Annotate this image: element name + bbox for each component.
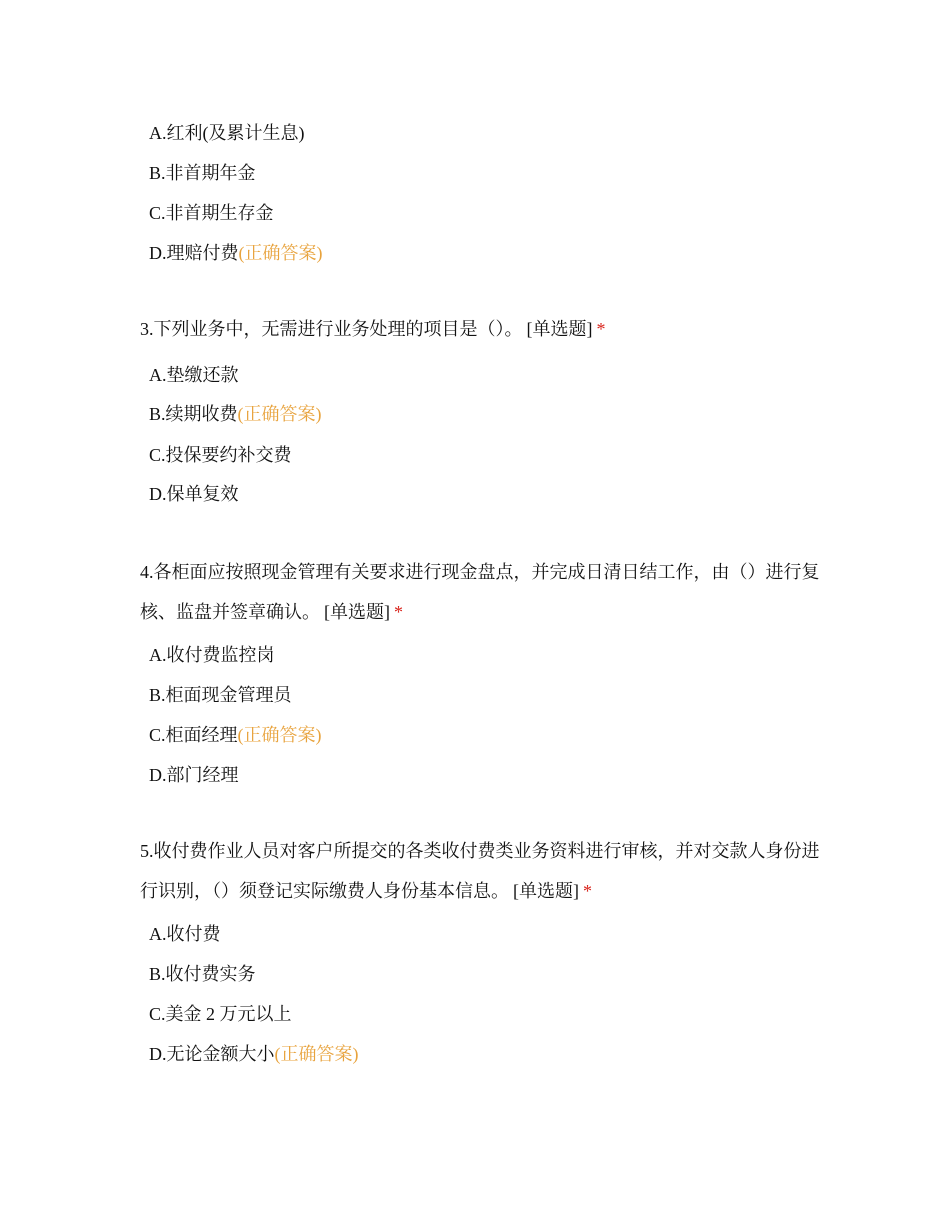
q2-option-a (149, 121, 305, 145)
q4-question-text (140, 552, 820, 632)
question-type-tag: [单选题] (526, 319, 593, 339)
question-text: 4.各柜面应按照现金管理有关要求进行现金盘点，并完成日清日结工作，由（）进行复核、监盘并签章确认。 (140, 562, 820, 622)
required-mark: * (583, 881, 592, 901)
option-text: B.非首期年金 (149, 163, 256, 183)
option-text: A.垫缴还款 (149, 365, 239, 385)
option-text: A.收付费监控岗 (149, 645, 275, 665)
q3-option-a (149, 363, 239, 387)
q4-option-c (149, 723, 322, 747)
question-text: 3.下列业务中，无需进行业务处理的项目是（）。 (140, 319, 523, 339)
required-mark: * (394, 602, 403, 622)
question-text: 5.收付费作业人员对客户所提交的各类收付费类业务资料进行审核，并对交款人身份进行识别，（）须登记实际缴费人身份基本信息。 (140, 841, 820, 901)
option-text: A.收付费 (149, 924, 221, 944)
q2-option-d (149, 241, 323, 265)
q3-option-d (149, 482, 239, 506)
q4-option-b (149, 683, 292, 707)
option-text: C.柜面经理 (149, 725, 238, 745)
option-text: C.投保要约补交费 (149, 445, 292, 465)
q2-option-c (149, 201, 274, 225)
q5-option-a (149, 922, 221, 946)
q3-question-text (140, 309, 820, 349)
option-text: D.无论金额大小 (149, 1044, 275, 1064)
q4-option-a (149, 643, 275, 667)
correct-answer-label: (正确答案) (237, 725, 322, 745)
option-text: C.非首期生存金 (149, 203, 274, 223)
question-type-tag: [单选题] (513, 881, 579, 901)
q4-option-d (149, 763, 239, 787)
correct-answer-label: (正确答案) (238, 243, 323, 263)
q2-option-b (149, 161, 256, 185)
option-text: A.红利(及累计生息) (149, 123, 305, 143)
q5-option-c (149, 1002, 292, 1026)
q5-question-text (140, 831, 820, 911)
correct-answer-label: (正确答案) (274, 1044, 359, 1064)
option-text: B.柜面现金管理员 (149, 685, 292, 705)
q3-option-c (149, 443, 292, 467)
required-mark: * (596, 319, 606, 339)
option-text: C.美金 2 万元以上 (149, 1004, 292, 1024)
q3-option-b (149, 402, 322, 426)
option-text: D.保单复效 (149, 484, 239, 504)
question-type-tag: [单选题] (324, 602, 390, 622)
option-text: D.理赔付费 (149, 243, 239, 263)
option-text: B.续期收费 (149, 404, 238, 424)
option-text: B.收付费实务 (149, 964, 256, 984)
q5-option-d (149, 1042, 359, 1066)
correct-answer-label: (正确答案) (237, 404, 322, 424)
q5-option-b (149, 962, 256, 986)
option-text: D.部门经理 (149, 765, 239, 785)
